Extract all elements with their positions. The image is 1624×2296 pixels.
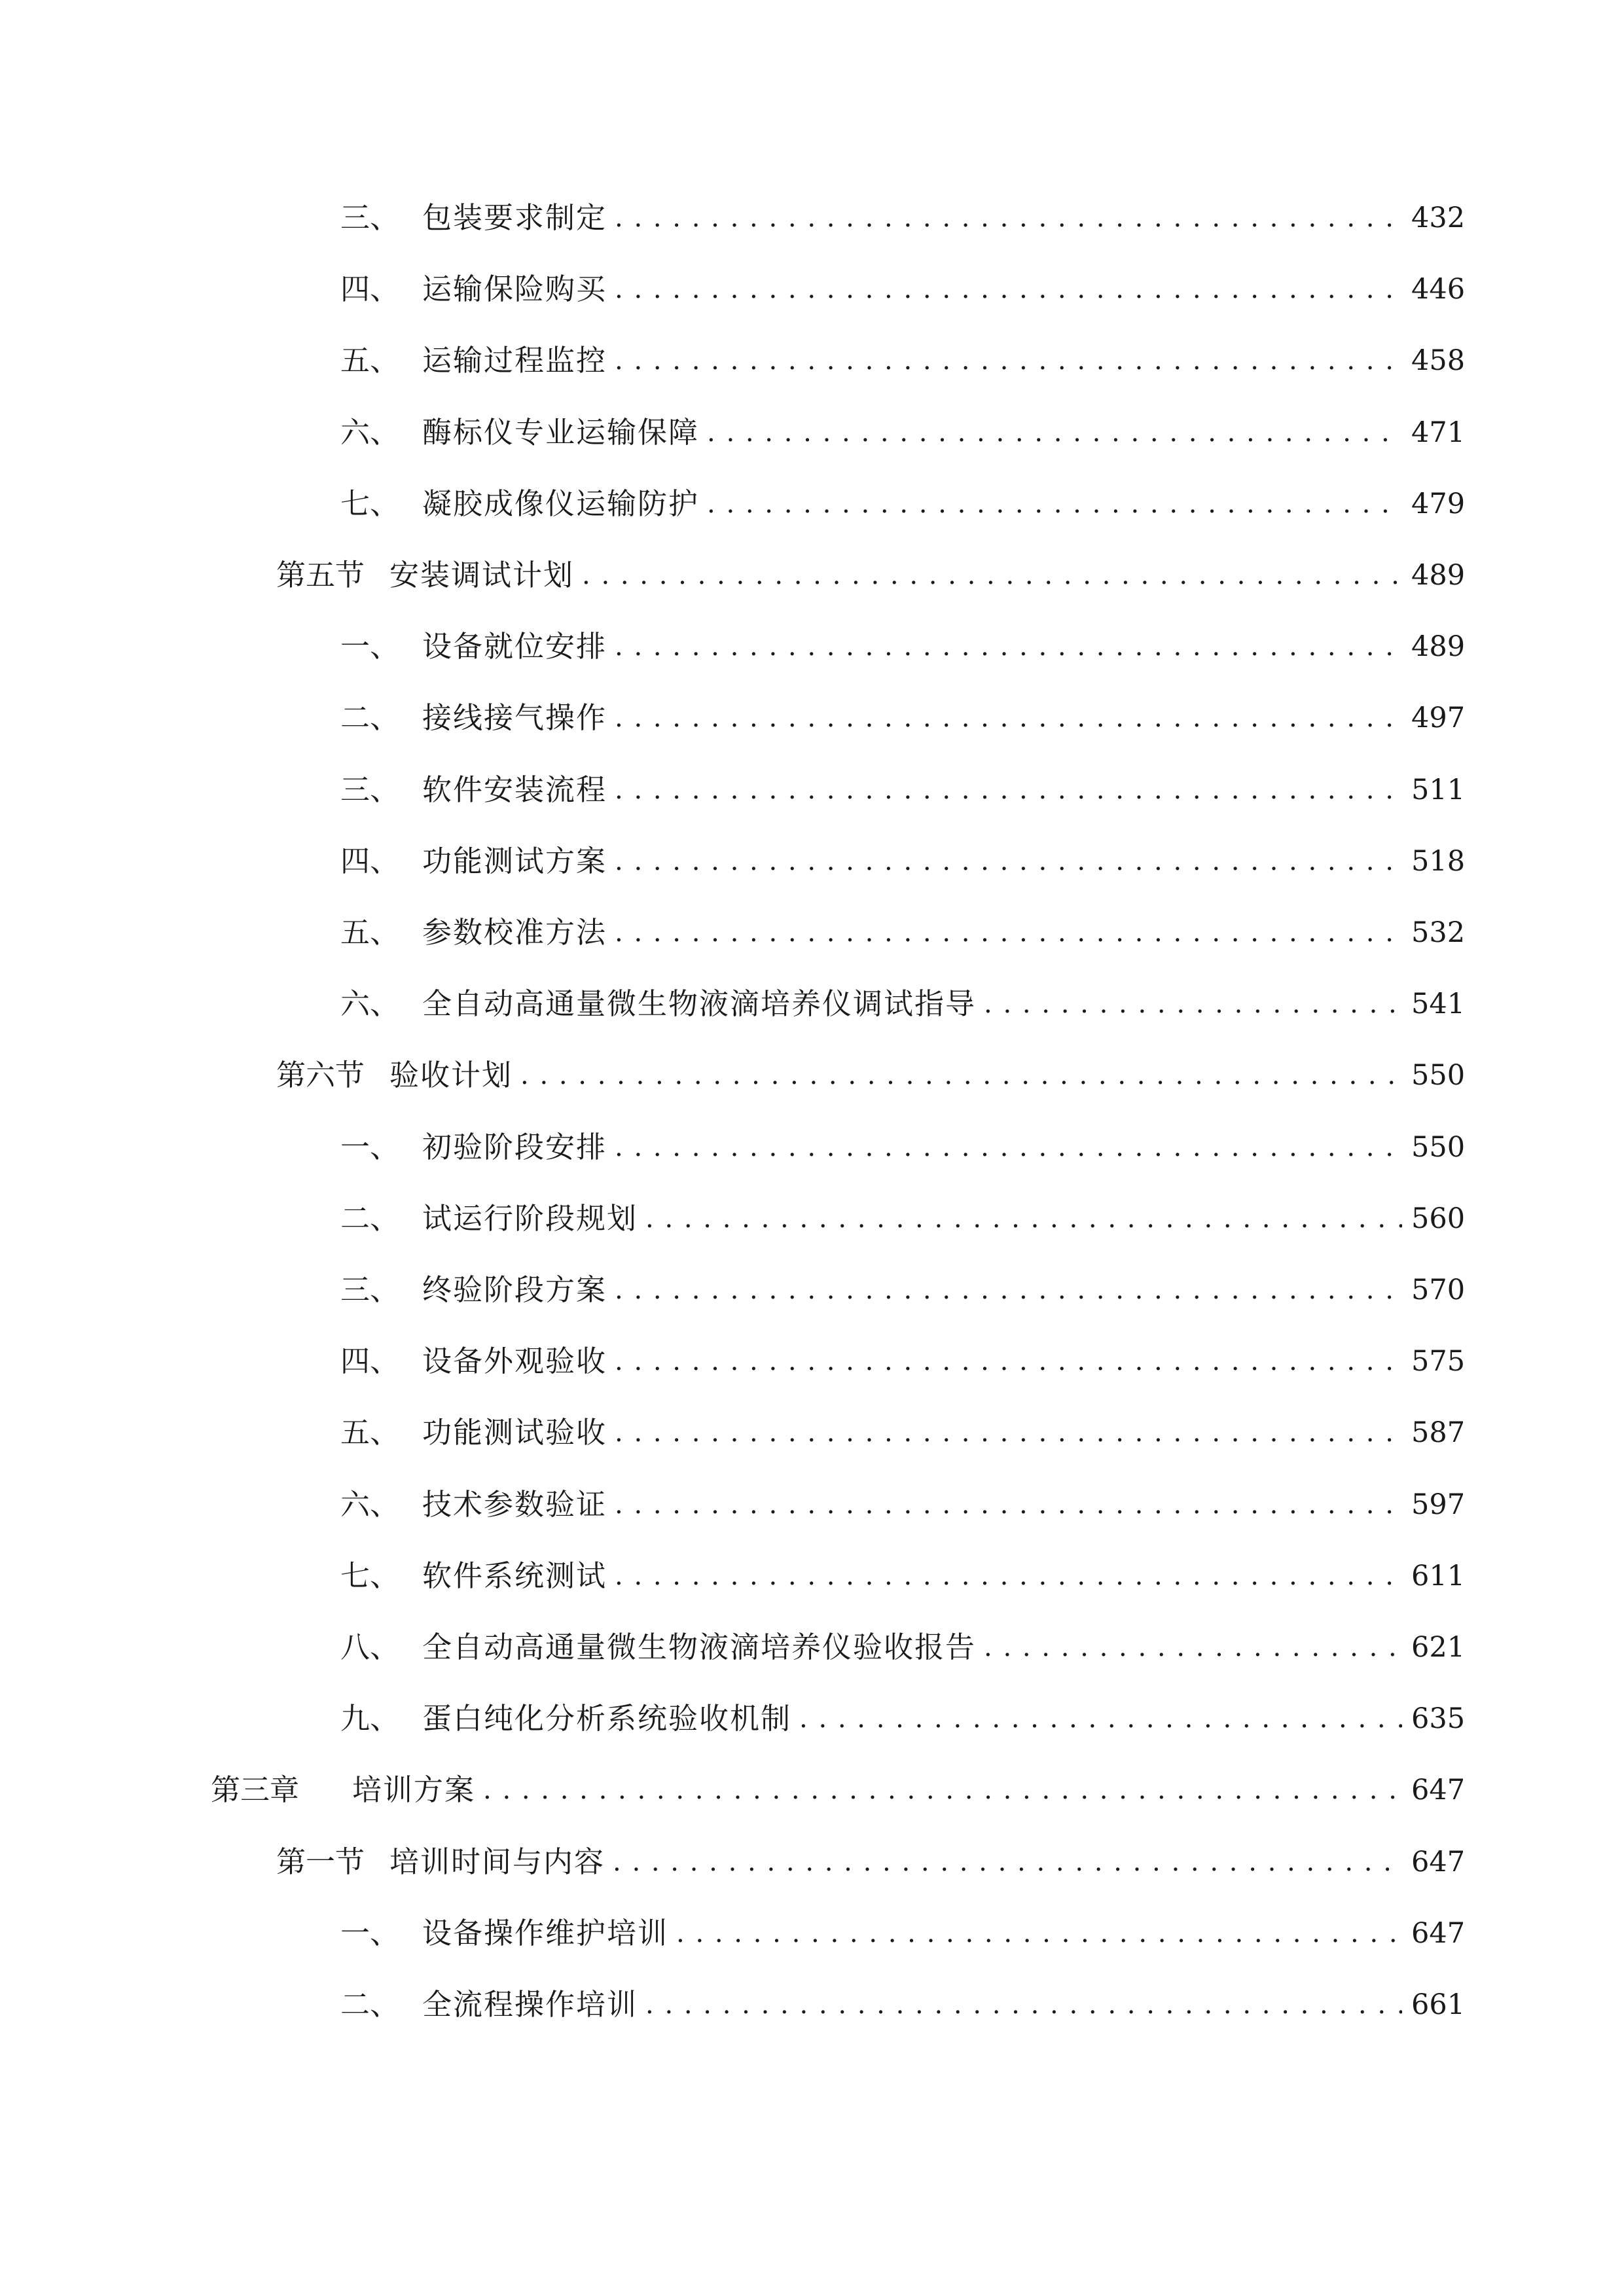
- dot-leader: [984, 978, 1402, 1030]
- toc-entry-item[interactable]: [340, 1407, 1464, 1459]
- toc-entry-item[interactable]: [340, 334, 1464, 387]
- toc-entry-title: 初验阶段安排: [422, 1130, 607, 1164]
- dot-leader: [984, 1621, 1402, 1674]
- toc-entry-page-number: 489: [1411, 559, 1466, 592]
- toc-entry-page-number: 518: [1411, 845, 1466, 878]
- toc-entry-title: 凝胶成像仪运输防护: [422, 486, 700, 521]
- dot-leader: [676, 1907, 1402, 1960]
- toc-entry-item[interactable]: [340, 906, 1464, 959]
- dot-leader: [615, 835, 1402, 888]
- toc-entry-title: 蛋白纯化分析系统验收机制: [422, 1701, 792, 1736]
- toc-entry-page-number: 647: [1411, 1917, 1466, 1950]
- toc-entry-page-number: 621: [1411, 1631, 1466, 1664]
- toc-entry-item[interactable]: [340, 1479, 1464, 1531]
- toc-entry-title: 试运行阶段规划: [422, 1201, 638, 1236]
- toc-entry-number: 第一节: [276, 1844, 365, 1879]
- toc-entry-number: 四、: [340, 1344, 400, 1378]
- toc-entry-title: 软件系统测试: [422, 1558, 607, 1593]
- toc-entry-page-number: 541: [1411, 988, 1466, 1020]
- toc-entry-title: 设备就位安排: [422, 629, 607, 664]
- toc-entry-title: 设备外观验收: [422, 1344, 607, 1378]
- toc-entry-item[interactable]: [340, 1335, 1464, 1388]
- toc-entry-page-number: 597: [1411, 1488, 1466, 1521]
- toc-entry-section[interactable]: [276, 1836, 1464, 1888]
- toc-entry-item[interactable]: [340, 620, 1464, 673]
- dot-leader: [615, 1264, 1402, 1316]
- dot-leader: [799, 1693, 1402, 1745]
- toc-entry-page-number: 532: [1411, 916, 1466, 949]
- toc-entry-number: 一、: [340, 629, 400, 664]
- toc-entry-chapter[interactable]: [211, 1764, 1464, 1816]
- toc-entry-number: 四、: [340, 272, 400, 306]
- toc-entry-page-number: 611: [1411, 1560, 1466, 1592]
- toc-entry-number: 一、: [340, 1916, 400, 1950]
- toc-entry-item[interactable]: [340, 1193, 1464, 1245]
- dot-leader: [615, 1121, 1402, 1174]
- toc-entry-title: 运输过程监控: [422, 343, 607, 378]
- toc-entry-number: 五、: [340, 343, 400, 378]
- toc-entry-title: 功能测试验收: [422, 1415, 607, 1450]
- dot-leader: [615, 620, 1402, 673]
- dot-leader: [613, 1836, 1402, 1888]
- toc-entry-number: 三、: [340, 772, 400, 807]
- toc-entry-title: 接线接气操作: [422, 700, 607, 735]
- toc-entry-title: 酶标仪专业运输保障: [422, 415, 700, 450]
- dot-leader: [483, 1764, 1402, 1816]
- dot-leader: [615, 263, 1402, 315]
- toc-entry-item[interactable]: [340, 1693, 1464, 1745]
- toc-entry-page-number: 647: [1411, 1846, 1466, 1878]
- toc-entry-title: 终验阶段方案: [422, 1272, 607, 1307]
- toc-entry-title: 技术参数验证: [422, 1487, 607, 1522]
- toc-entry-title: 运输保险购买: [422, 272, 607, 306]
- toc-entry-title: 全流程操作培训: [422, 1987, 638, 2022]
- toc-entry-number: 六、: [340, 415, 400, 450]
- toc-entry-number: 三、: [340, 1272, 400, 1307]
- toc-entry-title: 全自动高通量微生物液滴培养仪调试指导: [422, 986, 977, 1021]
- toc-entry-page-number: 570: [1411, 1274, 1466, 1306]
- toc-entry-number: 六、: [340, 1487, 400, 1522]
- toc-entry-number: 七、: [340, 486, 400, 521]
- toc-entry-number: 一、: [340, 1130, 400, 1164]
- toc-entry-item[interactable]: [340, 1264, 1464, 1316]
- toc-entry-number: 第三章: [211, 1772, 300, 1807]
- toc-entry-section[interactable]: [276, 549, 1464, 601]
- toc-entry-number: 八、: [340, 1630, 400, 1664]
- toc-entry-page-number: 575: [1411, 1345, 1466, 1378]
- toc-entry-title: 培训时间与内容: [389, 1844, 605, 1879]
- dot-leader: [615, 906, 1402, 959]
- toc-entry-page-number: 550: [1411, 1131, 1466, 1164]
- toc-entry-title: 培训方案: [352, 1772, 476, 1807]
- dot-leader: [520, 1049, 1402, 1102]
- toc-entry-item[interactable]: [340, 263, 1464, 315]
- toc-entry-page-number: 497: [1411, 702, 1466, 734]
- toc-entry-item[interactable]: [340, 978, 1464, 1030]
- toc-entry-number: 四、: [340, 844, 400, 878]
- toc-entry-page-number: 458: [1411, 344, 1466, 377]
- dot-leader: [615, 192, 1402, 244]
- toc-entry-page-number: 550: [1411, 1059, 1466, 1092]
- toc-entry-page-number: 511: [1411, 774, 1466, 806]
- toc-entry-item[interactable]: [340, 1979, 1464, 2031]
- dot-leader: [615, 764, 1402, 816]
- toc-entry-number: 二、: [340, 700, 400, 735]
- toc-entry-item[interactable]: [340, 692, 1464, 744]
- toc-entry-page-number: 446: [1411, 273, 1466, 306]
- dot-leader: [615, 1407, 1402, 1459]
- toc-entry-title: 安装调试计划: [389, 558, 575, 592]
- toc-entry-number: 五、: [340, 1415, 400, 1450]
- dot-leader: [615, 1335, 1402, 1388]
- toc-entry-title: 设备操作维护培训: [422, 1916, 669, 1950]
- toc-entry-number: 六、: [340, 986, 400, 1021]
- toc-entry-title: 软件安装流程: [422, 772, 607, 807]
- toc-entry-title: 全自动高通量微生物液滴培养仪验收报告: [422, 1630, 977, 1664]
- toc-entry-item[interactable]: [340, 406, 1464, 459]
- toc-entry-page-number: 471: [1411, 416, 1466, 449]
- toc-entry-page-number: 489: [1411, 630, 1466, 663]
- toc-entry-section[interactable]: [276, 1049, 1464, 1102]
- dot-leader: [645, 1979, 1402, 2031]
- toc-entry-page-number: 647: [1411, 1774, 1466, 1806]
- toc-entry-item[interactable]: [340, 192, 1464, 244]
- toc-entry-item[interactable]: [340, 478, 1464, 530]
- toc-entry-number: 三、: [340, 200, 400, 235]
- toc-entry-page-number: 587: [1411, 1416, 1466, 1449]
- toc-entry-item[interactable]: [340, 835, 1464, 888]
- toc-entry-number: 第五节: [276, 558, 365, 592]
- dot-leader: [707, 406, 1402, 459]
- toc-entry-number: 五、: [340, 915, 400, 950]
- dot-leader: [707, 478, 1402, 530]
- toc-entry-title: 包装要求制定: [422, 200, 607, 235]
- toc-entry-title: 功能测试方案: [422, 844, 607, 878]
- toc-entry-number: 第六节: [276, 1058, 365, 1092]
- toc-entry-number: 七、: [340, 1558, 400, 1593]
- toc-entry-page-number: 661: [1411, 1988, 1466, 2021]
- dot-leader: [615, 692, 1402, 744]
- toc-entry-page-number: 560: [1411, 1202, 1466, 1235]
- toc-entry-number: 九、: [340, 1701, 400, 1736]
- dot-leader: [615, 334, 1402, 387]
- toc-entry-item[interactable]: [340, 1550, 1464, 1602]
- toc-entry-item[interactable]: [340, 1907, 1464, 1960]
- toc-entry-page-number: 479: [1411, 488, 1466, 520]
- toc-entry-title: 参数校准方法: [422, 915, 607, 950]
- dot-leader: [645, 1193, 1402, 1245]
- toc-entry-number: 二、: [340, 1201, 400, 1236]
- toc-entry-page-number: 432: [1411, 202, 1466, 234]
- toc-entry-number: 二、: [340, 1987, 400, 2022]
- toc-entry-title: 验收计划: [389, 1058, 513, 1092]
- dot-leader: [615, 1550, 1402, 1602]
- toc-entry-item[interactable]: [340, 1121, 1464, 1174]
- toc-entry-item[interactable]: [340, 1621, 1464, 1674]
- dot-leader: [615, 1479, 1402, 1531]
- dot-leader: [582, 549, 1402, 601]
- toc-entry-item[interactable]: [340, 764, 1464, 816]
- toc-entry-page-number: 635: [1411, 1702, 1466, 1735]
